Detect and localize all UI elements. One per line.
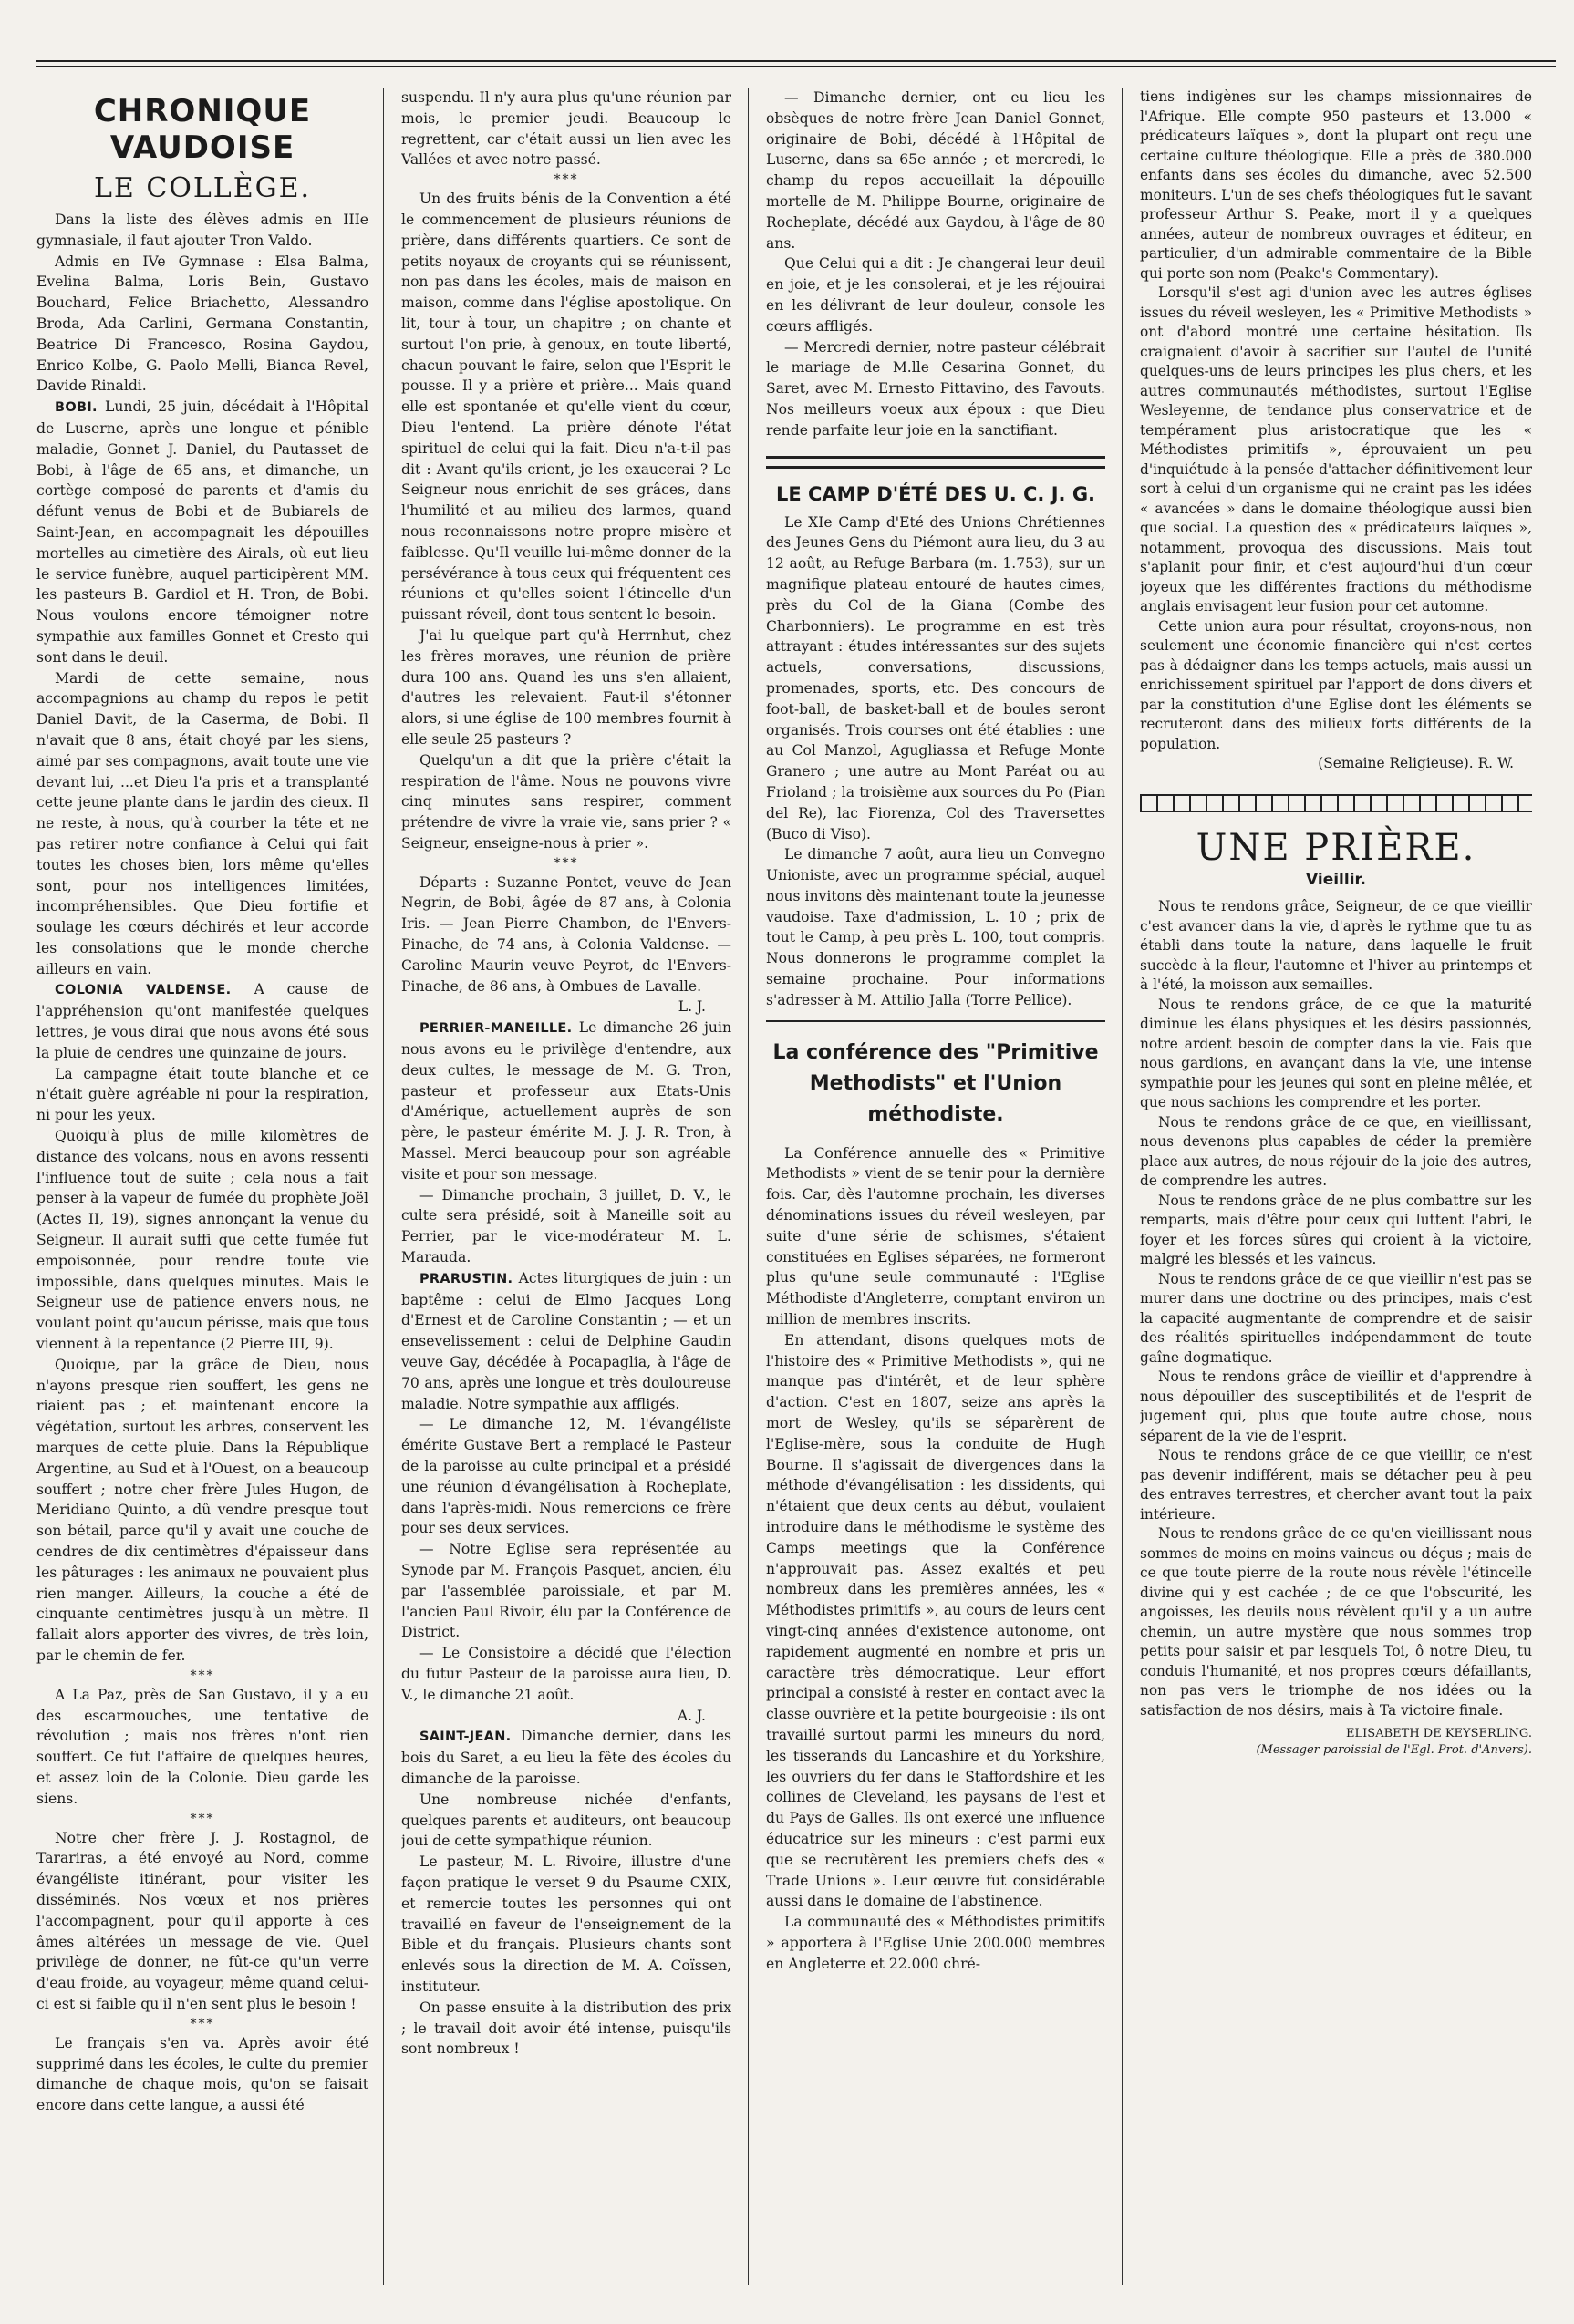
paragraph: suspendu. Il n'y aura plus qu'une réunion par mois, le premier jeudi. Beaucoup le regrettent, car c'était aussi un lien avec les Vallées et avec notre passé. bbox=[401, 89, 731, 169]
paragraph: Quelqu'un a dit que la prière c'était la respiration de l'âme. Nous ne pouvons vivre cinq minutes sans respirer, comment prétendre de vivre la vraie vie, sans prier ? « Seigneur, enseigne-nous à prier ». bbox=[401, 751, 731, 852]
paragraph: On passe ensuite à la distribution des prix ; le travail doit avoir été intense, puisqu'ils sont nombreux ! bbox=[401, 1999, 731, 2058]
ornament-separator bbox=[1140, 794, 1532, 812]
paragraph: — Notre Eglise sera représentée au Synode par M. François Pasquet, ancien, élu par l'assemblée paroissiale, et par M. l'ancien Paul Rivoir, élu par la Conférence de District. bbox=[401, 1541, 731, 1641]
separator-stars: *** bbox=[190, 1668, 215, 1683]
col3-body-c bbox=[766, 1143, 1105, 1975]
paragraph: Quoique, par la grâce de Dieu, nous n'ayons presque rien souffert, les gens ne riaient pas ; et maintenant encore la végétation, surtout les arbres, conservent les marques de cette pluie. Dans la République Argentine, au Sud et à l'Ouest, on a beaucoup souffert ; notre cher frère Jules Hugon, de Meridiano Quinto, a dû vendre presque tout son bétail, parce qu'il y avait une couche de cendres de dix centimètres d'épaisseur dans les pâturages : les animaux ne pouvaient plus rien manger. Ailleurs, la couche a été de cinquante centimètres jusqu'à un mètre. Il fallait alors apporter des vivres, de très loin, par le chemin de fer. bbox=[36, 1356, 368, 1664]
paragraph: Nous te rendons grâce, de ce que la maturité diminue les élans physiques et les désirs passionnés, notre ardent besoin de compter dans la vie. Fais que nous gardions, en avançant dans la vie, une intense sympathie pour les jeunes qui sont en pleine mêlée, et que nous sachions les comprendre et les porter. bbox=[1140, 996, 1532, 1110]
dateline: BOBI. bbox=[55, 400, 106, 416]
paragraph: Nous te rendons grâce de ce que, en vieillissant, nous devenons plus capables de céder la première place aux autres, de nous réjouir de la joie des autres, de comprendre les autres. bbox=[1140, 1113, 1532, 1189]
dateline: PRARUSTIN. bbox=[419, 1271, 519, 1286]
paragraph: Nous te rendons grâce de ne plus combattre sur les remparts, mais d'être pour ceux qui luttent l'abri, le foyer et les forces sûres qui croient à la victoire, malgré les blessés et les vaincus. bbox=[1140, 1192, 1532, 1267]
paragraph: — Le dimanche 12, M. l'évangéliste émérite Gustave Bert a remplacé le Pasteur de la paroisse au culte principal et a présidé une réunion d'évangélisation à Rocheplate, dans l'après-midi. Nous remercions ce frère pour ses deux services. bbox=[401, 1416, 731, 1537]
paragraph: tiens indigènes sur les champs missionnaires de l'Afrique. Elle compte 950 pasteurs et 13.000 « prédicateurs laïques », dont la plupart ont reçu une certaine culture théologique. Elle a près de 380.000 enfants dans ses écoles du dimanche, avec 52.500 moniteurs. L'un de ses chefs théologiques fut le savant professeur Arthur S. Peake, mort il y a quelques années, auteur de nombreux ouvrages et éditeur, en particulier, d'un admirable commentaire de la Bible qui porte son nom (Peake's Commentary). bbox=[1140, 88, 1532, 282]
paragraph: Quoiqu'à plus de mille kilomètres de distance des volcans, nous en avons ressenti l'influence tout de suite ; cela nous a fait penser à la vapeur de fumée du prophète Joël (Actes II, 19), signes annonçant la venue du Seigneur. Il aurait suffi que cette fumée fut empoisonnée, pour rendre toute vie impossible, dans quelques minutes. Mais le Seigneur use de patience envers nous, ne voulant point qu'aucun périsse, mais que tous viennent à la repentance (2 Pierre III, 9). bbox=[36, 1128, 368, 1353]
separator-stars: *** bbox=[554, 855, 579, 871]
source: (Messager paroissial de l'Egl. Prot. d'Anvers). bbox=[1256, 1743, 1532, 1757]
paragraph: Le français s'en va. Après avoir été supprimé dans les écoles, le culte du premier dimanche de chaque mois, qu'on se faisait encore dans cette langue, a aussi été bbox=[36, 2034, 368, 2114]
paragraph: Le pasteur, M. L. Rivoire, illustre d'une façon pratique le verset 9 du Psaume CXIX, et remercie toutes les personnes qui ont travaillé en faveur de l'enseignement de la Bible et du français. Plusieurs chants sont enlevés sous la direction de M. A. Coïssen, instituteur. bbox=[401, 1854, 731, 1995]
paragraph: La communauté des « Méthodistes primitifs » apportera à l'Eglise Unie 200.000 membres en Angleterre et 22.000 chré- bbox=[766, 1914, 1105, 1972]
college-heading: LE COLLÈGE. bbox=[93, 172, 312, 204]
col2-body bbox=[401, 88, 731, 2060]
paragraph: Lorsqu'il s'est agi d'union avec les autres églises issues du réveil wesleyen, les « Primitive Methodists » ont d'abord montré une certaine hésitation. Ils craignaient d'avoir à sacrifier sur l'autel de l'unité quelques-uns de leurs principes les plus chers, et les autres communautés méthodistes, surtout l'Eglise Wesleyenne, de tendance plus conservatrice et de tempérament plus aristocratique que les « Méthodistes primitifs », éprouvaient un peu d'inquiétude à la pensée d'attacher définitivement leur sort à celui d'un organisme qui ne craint pas les idées « avancées » dans le domaine théologique aussi bien que social. La question des « prédicateurs laïques », notamment, provoqua des discussions. Mais tout s'aplanit pour finir, et c'est aujourd'hui d'un cœur joyeux que les différentes fractions du méthodisme anglais envisagent leur fusion pour cet automne. bbox=[1140, 284, 1532, 615]
paragraph: Nous te rendons grâce de ce qu'en vieillissant nous sommes de moins en moins vaincus ou déçus ; mais de ce que toute pierre de la route nous révèle l'étincelle divine qui y est cachée ; de ce que l'obscurité, les angoisses, les deuils nous révèlent qu'il y a un autre chemin, un autre mystère que nous sommes trop petits pour saisir et par lesquels Toi, ô notre Dieu, tu conduis l'humanité, et nos propres cœurs défaillants, non pas vers le triomphe de nos idées ou la satisfaction de nos désirs, mais à Ta victoire finale. bbox=[1140, 1525, 1532, 1719]
paragraph: J'ai lu quelque part qu'à Herrnhut, chez les frères moraves, une réunion de prière dura 100 ans. Quand les uns s'en allaient, d'autres les relevaient. Faut-il s'étonner alors, si une église de 100 membres fournit à elle seule 25 pasteurs ? bbox=[401, 626, 731, 748]
column-2 bbox=[401, 88, 731, 2294]
paragraph: Nous te rendons grâce de ce que vieillir n'est pas se murer dans une doctrine ou des principes, mais c'est la capacité augmentante de comprendre et de saisir des réalités spirituelles indépendamment de toute gaîne dogmatique. bbox=[1140, 1270, 1532, 1366]
paragraph: PRARUSTIN. Actes liturgiques de juin : un baptême : celui de Elmo Jacques Long d'Ernest et de Caroline Constantin ; — et un ensevelissement : celui de Delphine Gaudin veuve Gay, décédée à Pocapaglia, à l'âge de 70 ans, après une longue et très douloureuse maladie. Notre sympathie aux affligés. bbox=[401, 1269, 731, 1412]
paragraph: Cette union aura pour résultat, croyons-nous, non seulement une économie financière qui n'est certes pas à dédaigner dans les temps actuels, mais aussi un enrichissement spirituel par l'apport de dons divers et par la constitution d'une Eglise dont les éléments se recruteront dans des milieux forts différents de la population. bbox=[1140, 617, 1532, 752]
conference-heading: La conférence des "Primitive Methodists" et l'Union méthodiste. bbox=[772, 1040, 1099, 1126]
paragraph: BOBI. Lundi, 25 juin, décédait à l'Hôpital de Luserne, après une longue et pénible maladie, Gonnet J. Daniel, du Pautasset de Bobi, à l'âge de 65 ans, et dimanche, un cortège composé de parents et d'amis du défunt venus de Bobi et de Bubiarels de Saint-Jean, en accompagnait les dépouilles mortelles au cimetière des Airals, où eut lieu le service funèbre, auquel participèrent MM. les pasteurs B. Gardiol et H. Tron, de Bobi. Nous voulons encore témoigner notre sympathie aux familles Gonnet et Cresto qui sont dans le deuil. bbox=[36, 398, 368, 666]
paragraph: SAINT-JEAN. Dimanche dernier, dans les bois du Saret, a eu lieu la fête des écoles du dimanche de la paroisse. bbox=[401, 1728, 731, 1787]
paragraph: PERRIER-MANEILLE. Le dimanche 26 juin nous avons eu le privilège d'entendre, aux deux cultes, le message de M. G. Tron, pasteur et professeur aux Etats-Unis d'Amérique, actuellement auprès de son père, le pasteur émérite M. J. J. R. Tron, à Massel. Merci beaucoup pour son agréable visite et pour son message. bbox=[401, 1019, 731, 1183]
paragraph: A La Paz, près de San Gustavo, il y a eu des escarmouches, une tentative de révolution ; mais nos frères n'ont rien souffert. Ce fut l'affaire de quelques heures, et assez loin de la Colonie. Dieu garde les siens. bbox=[36, 1686, 368, 1807]
paragraph: Une nombreuse nichée d'enfants, quelques parents et auditeurs, ont beaucoup joui de cette sympathique réunion. bbox=[401, 1791, 731, 1850]
column-rule bbox=[1122, 88, 1123, 2285]
paragraph: Notre cher frère J. J. Rostagnol, de Tarariras, a été envoyé au Nord, comme évangéliste itinérant, pour visiter les disséminés. Nos vœux et nos prières l'accompagnent, pour qu'il apporte à ces âmes altérées un message de vie. Quel privilège de donner, ne fût-ce qu'un verre d'eau froide, au voyageur, même quand celui-ci est si faible qu'il n'en sent plus le besoin ! bbox=[36, 1829, 368, 2012]
paragraph: La Conférence annuelle des « Primitive Methodists » vient de se tenir pour la dernière fois. Car, dès l'automne prochain, les diverses dénominations issues du réveil wesleyen, par suite d'une série de schismes, s'étaient constituées en Eglises séparées, ne formeront plus qu'une seule communauté : l'Eglise Méthodiste d'Angleterre, comptant environ un million de membres inscrits. bbox=[766, 1144, 1105, 1328]
paragraph: — Dimanche dernier, ont eu lieu les obsèques de notre frère Jean Daniel Gonnet, originaire de Bobi, décédé à l'Hôpital de Luserne, dans sa 65e année ; et mercredi, le champ du repos accueillait la dépouille mortelle de M. Philippe Bourne, originaire de Rocheplate, décédé aux Gaydou, à l'âge de 80 ans. bbox=[766, 89, 1105, 252]
paragraph: Que Celui qui a dit : Je changerai leur deuil en joie, et je les consolerai, et je les réjouirai en les délivrant de leur douleur, console les cœurs affligés. bbox=[766, 255, 1105, 335]
col4-signature: (Semaine Religieuse). R. W. bbox=[1318, 755, 1514, 771]
paragraph: La campagne était toute blanche et ce n'était guère agréable ni pour la respiration, ni pour les yeux. bbox=[36, 1065, 368, 1124]
col3-body-a bbox=[766, 88, 1105, 441]
col4-body-b bbox=[1140, 897, 1532, 1720]
signature: L. J. bbox=[678, 998, 706, 1016]
paragraph: Nous te rendons grâce, Seigneur, de ce que vieillir c'est avancer dans la vie, d'après le rythme que tu as établi dans toute la nature, dans laquelle le fruit succède à la fleur, l'automne et l'hiver au printemps et à l'été, la moisson aux semailles. bbox=[1140, 898, 1532, 993]
column-rule bbox=[748, 88, 749, 2285]
paragraph: Nous te rendons grâce de vieillir et d'apprendre à nous dépouiller des susceptibilités et de l'esprit de jugement qui, plus que toute autre chose, nous séparent de la vie de l'esprit. bbox=[1140, 1369, 1532, 1444]
paragraph: — Le Consistoire a décidé que l'élection du futur Pasteur de la paroisse aura lieu, D. V., le dimanche 21 août. bbox=[401, 1645, 731, 1703]
separator bbox=[766, 456, 1105, 469]
column-1 bbox=[36, 88, 368, 2294]
chronique-heading: CHRONIQUE VAUDOISE bbox=[93, 93, 312, 166]
paragraph: Mardi de cette semaine, nous accompagnions au champ du repos le petit Daniel Davit, de la Caserma, de Bobi. Il n'avait que 8 ans, était choyé par les siens, aimé par ses compagnons, avait toute une vie devant lui, ...et Dieu l'a pris et a transplanté cette jeune plante dans le jardin des cieux. Il ne reste, à nous, qu'à courber la tête et ne pas retirer notre confiance à Celui qui fait toutes les choses bien, lors même qu'elles sont, pour nos intelligences limitées, incompréhensibles. Que Dieu fortifie et soulage les cœurs déchirés et leur accorde les consolations que le monde cherche ailleurs en vain. bbox=[36, 669, 368, 977]
paragraph: En attendant, disons quelques mots de l'histoire des « Primitive Methodists », qui ne manque pas d'intérêt, et de leur sphère d'action. C'est en 1807, seize ans après la mort de Wesley, qu'ils se séparèrent de l'Eglise-mère, sous la conduite de Hugh Bourne. Il s'agissait de divergences dans la méthode d'évangélisation : les dissidents, qui n'étaient que deux cents au début, voulaient introduire dans le méthodisme le système des Camps meetings que la Conférence n'approuvait pas. Assez exaltés et peu nombreux dans les premières années, les « Méthodistes primitifs », au cours de leurs cent vingt-cinq années d'existence autonome, ont rapidement augmenté en nombre et pris un caractère très démocratique. Leur effort principal a consisté à rester en contact avec la classe ouvrière et la petite bourgeoisie : ils ont travaillé surtout parmi les mineurs du nord, les tisserands du Lancashire et du Yorkshire, les ouvriers du fer dans le Staffordshire et les collines de Cleveland, les paysans de l'est et du Pays de Galles. Ils ont exercé une influence éducatrice sur les mineurs : c'est parmi eux que se recrutèrent les premiers chefs des « Trade Unions ». Leur œuvre fut considérable aussi dans le domaine de l'abstinence. bbox=[766, 1331, 1105, 1910]
col3-body-b bbox=[766, 512, 1105, 1011]
separator-stars: *** bbox=[554, 172, 579, 188]
priere-heading: UNE PRIÈRE. bbox=[1196, 826, 1476, 869]
signature: A. J. bbox=[677, 1707, 706, 1724]
separator-stars: *** bbox=[190, 1811, 215, 1826]
paragraph: Départs : Suzanne Pontet, veuve de Jean Negrin, de Bobi, âgée de 87 ans, à Colonia Iris. — Jean Pierre Chambon, de l'Envers-Pinache, de 74 ans, à Colonia Valdense. — Caroline Maurin veuve Peyrot, de l'Envers-Pinache, de 86 ans, à Ombues de Lavalle. bbox=[401, 873, 731, 995]
dateline: COLONIA VALDENSE. bbox=[55, 983, 254, 998]
separator-stars: *** bbox=[190, 2016, 215, 2031]
paragraph: Dans la liste des élèves admis en IIIe gymnasiale, il faut ajouter Tron Valdo. bbox=[36, 212, 368, 249]
col4-body-a bbox=[1140, 88, 1532, 754]
author: ELISABETH DE KEYSERLING. bbox=[1346, 1727, 1532, 1740]
paragraph: Nous te rendons grâce de ce que vieillir, ce n'est pas devenir indifférent, mais se détacher peu à peu des entraves terrestres, et chercher avant tout la paix intérieure. bbox=[1140, 1447, 1532, 1523]
dateline: SAINT-JEAN. bbox=[419, 1730, 521, 1745]
paragraph: Le XIe Camp d'Eté des Unions Chrétiennes des Jeunes Gens du Piémont aura lieu, du 3 au 12 août, au Refuge Barbara (m. 1.753), sur un magnifique plateau entouré de hautes cimes, près du Col de la Giana (Combe des Charbonniers). Le programme en est très attrayant : études intéressantes sur des sujets actuels, conversations, discussions, promenades, sports, etc. Des concours de foot-ball, de basket-ball et de boules seront organisés. Trois courses ont été établies : une au Col Manzol, Agugliassa et Refuge Monte Granero ; une autre au Mont Paréat ou au Frioland ; la troisième aux sources du Po (Pian del Re), lac Fiorenza, Col des Traversettes (Buco di Viso). bbox=[766, 513, 1105, 842]
separator bbox=[766, 1020, 1105, 1028]
priere-subheading: Vieillir. bbox=[1306, 870, 1366, 889]
paragraph: — Dimanche prochain, 3 juillet, D. V., le culte sera présidé, soit à Maneille soit au Perrier, par le vice-modérateur M. L. Marauda. bbox=[401, 1186, 731, 1266]
paragraph: — Mercredi dernier, notre pasteur célébrait le mariage de M.lle Cesarina Gonnet, du Saret, avec M. Ernesto Pittavino, des Favouts. Nos meilleurs voeux aux époux : que Dieu rende parfaite leur joie en la sanctifiant. bbox=[766, 338, 1105, 439]
top-border bbox=[36, 60, 1556, 67]
col1-body bbox=[36, 210, 368, 2116]
paragraph: Un des fruits bénis de la Convention a été le commencement de plusieurs réunions de prière, dans différents quartiers. Ce sont de petits noyaux de croyants qui se réunissent, non pas dans les écoles, mais de maison en maison, comme dans l'église apostolique. On lit, tour à tour, un chapitre ; on chante et surtout l'on prie, à genoux, en toute liberté, chacun pouvant le faire, selon que l'Esprit le pousse. Il y a prière et prière... Mais quand elle est spontanée et qu'elle vient du cœur, Dieu l'entend. La prière dénote l'état spirituel de celui qui la fait. Dieu n'a-t-il pas dit : Avant qu'ils crient, je les exaucerai ? Le Seigneur nous enrichit de ses grâces, dans l'humilité et au milieu des larmes, quand nous reconnaissons notre propre misère et faiblesse. Qu'Il veuille lui-même donner de la persévérance à tous ceux qui fréquentent ces réunions et qu'elles soient l'étincelle d'un puissant réveil, dont tous sentent le besoin. bbox=[401, 191, 731, 624]
paragraph: COLONIA VALDENSE. A cause de l'appréhension qu'ont manifestée quelques lettres, je vous dirai que nous avons été sous la pluie de cendres une quinzaine de jours. bbox=[36, 981, 368, 1061]
column-4 bbox=[1140, 88, 1532, 2294]
dateline: PERRIER-MANEILLE. bbox=[419, 1021, 579, 1037]
column-3 bbox=[766, 88, 1105, 2294]
camp-heading: LE CAMP D'ÉTÉ DES U. C. J. G. bbox=[775, 482, 1096, 505]
paragraph: Admis en IVe Gymnase : Elsa Balma, Evelina Balma, Loris Bein, Gustavo Bouchard, Felice Briachetto, Alessandro Broda, Ada Carlini, Germana Constantin, Beatrice Di Francesco, Rosina Gaydou, Enrico Kolbe, G. Paolo Melli, Bianca Revel, Davide Rinaldi. bbox=[36, 253, 368, 395]
paragraph: Le dimanche 7 août, aura lieu un Convegno Unioniste, avec un programme spécial, auquel nous invitons dès maintenant toute la jeunesse vaudoise. Taxe d'admission, L. 10 ; prix de tout le Camp, à peu près L. 100, tout compris. Nous donnerons le programme complet la semaine prochaine. Pour informations s'adresser à M. Attilio Jalla (Torre Pellice). bbox=[766, 846, 1105, 1008]
column-rule bbox=[383, 88, 384, 2285]
